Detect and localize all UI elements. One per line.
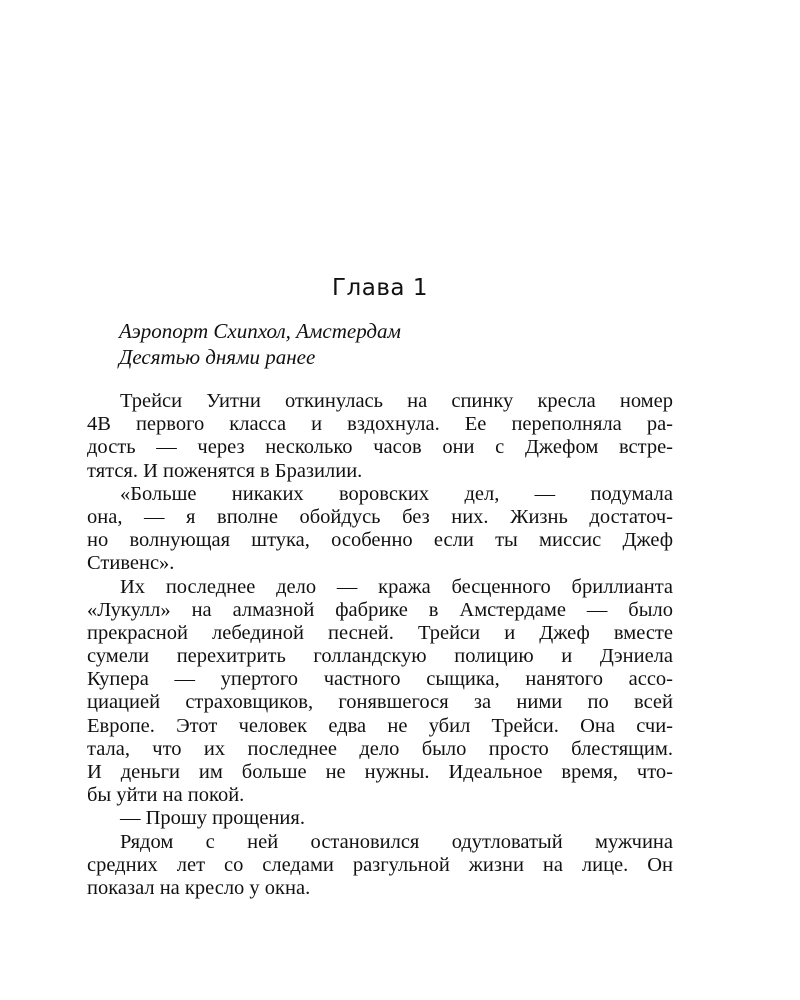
epigraph-place: Аэропорт Схипхол, Амстердам xyxy=(119,319,401,343)
text-line: прекрасной лебединой песней. Трейси и Джеф вместе xyxy=(87,621,673,644)
text-line: Европе. Этот человек едва не убил Трейси. Она счи- xyxy=(87,714,673,737)
text-line: Купера — упертого частного сыщика, нанятого ассо- xyxy=(87,668,673,691)
text-line: тятся. И поженятся в Бразилии. xyxy=(87,459,363,482)
text-line: дость — через несколько часов они с Джефом встре- xyxy=(87,436,673,459)
chapter-title: Глава 1 xyxy=(332,275,428,301)
text-line: Трейси Уитни откинулась на спинку кресла номер xyxy=(120,390,673,412)
text-line: сумели перехитрить голландскую полицию и Дэниела xyxy=(87,645,673,668)
epigraph-time: Десятью днями ранее xyxy=(119,345,316,369)
text-line: циацией страховщиков, гонявшегося за ними по всей xyxy=(87,691,673,714)
text-line: И деньги им больше не нужны. Идеальное время, что- xyxy=(87,761,673,783)
text-line: тала, что их последнее дело было просто блестящим. xyxy=(87,737,673,760)
text-line: показал на кресло у окна. xyxy=(87,876,311,899)
text-line: но волнующая штука, особенно если ты миссис Джеф xyxy=(87,529,673,552)
text-line: Стивенс». xyxy=(87,552,175,575)
text-line: «Лукулл» на алмазной фабрике в Амстердаме — было xyxy=(87,598,673,621)
epigraph xyxy=(119,318,699,370)
text-line: «Больше никаких воровских дел, — подумала xyxy=(120,482,673,505)
text-line: она, — я вполне обойдусь без них. Жизнь достаточ- xyxy=(87,505,673,528)
text-line: Рядом с ней остановился одутловатый мужчина xyxy=(120,830,673,853)
text-line: средних лет со следами разгульной жизни на лице. Он xyxy=(87,853,673,876)
text-line: — Прошу прощения. xyxy=(120,807,305,830)
text-line: Их последнее дело — кража бесценного бриллианта xyxy=(120,575,673,598)
text-line: бы уйти на покой. xyxy=(87,784,245,807)
chapter-text xyxy=(87,390,673,900)
text-line: 4В первого класса и вздохнула. Ее переполняла ра- xyxy=(87,413,673,436)
